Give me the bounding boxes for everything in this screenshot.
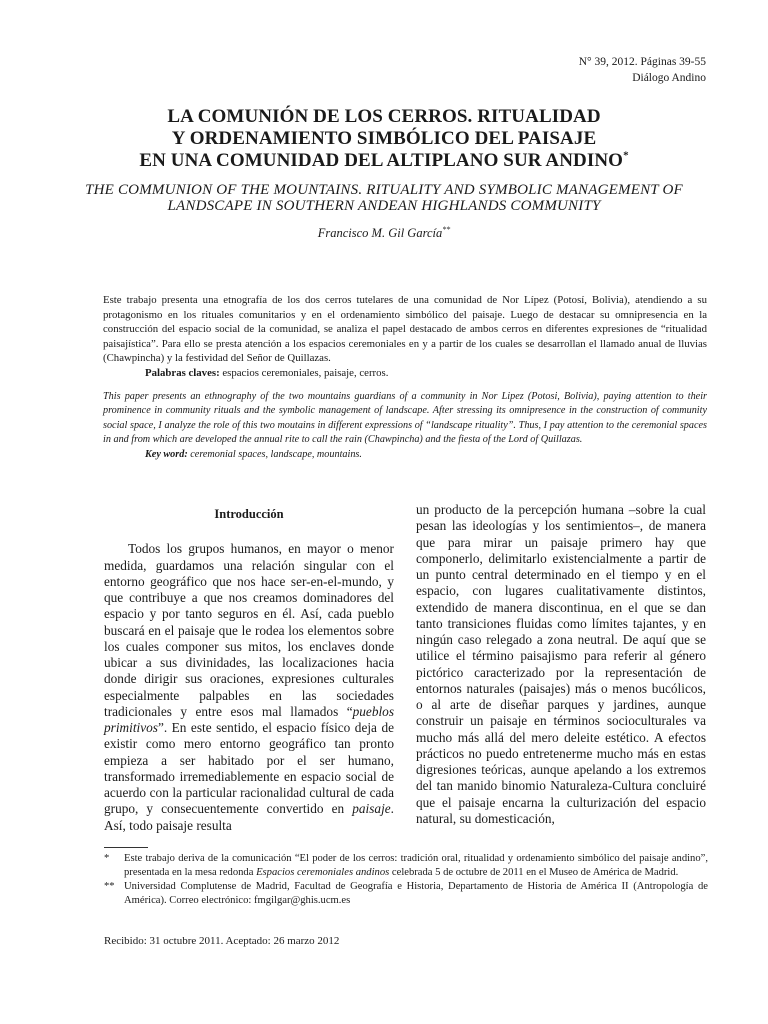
title-line-1: LA COMUNIÓN DE LOS CERROS. RITUALIDAD: [167, 106, 601, 127]
title-footnote-mark: *: [623, 149, 629, 162]
received-dates: Recibido: 31 octubre 2011. Aceptado: 26 marzo 2012: [104, 935, 340, 947]
keywords-spanish: Palabras claves: espacios ceremoniales, paisaje, cerros.: [145, 366, 389, 379]
title-block: [60, 106, 708, 241]
abstract-spanish-text: Este trabajo presenta una etnografía de los dos cerros tutelares de una comunidad de Nor Lípez (Potosí, Bolivia), atendiendo a su protagonismo en los rituales comunitarios y en el ordenamiento simbólico del paisaje. Luego de destacar su omnipresencia en la construcción del espacio social de la comunidad, se analiza el papel destacado de ambos cerros en diferentes expresiones de “ritualidad paisajística”. Para ello se presta atención a los espacios ceremoniales en y a partir de los cuales se desarrollan el llamado anual de lluvias (Chawpincha) y la festividad del Señor de Quillazas.: [103, 294, 707, 364]
author-footnote-mark: **: [442, 225, 451, 234]
footnotes: [104, 852, 708, 908]
footnote-rule: [104, 847, 148, 848]
issue-line: N° 39, 2012. Páginas 39-55: [578, 56, 706, 68]
body-paragraph: Todos los grupos humanos, en mayor o menor medida, guardamos una relación singular con el entorno geográfico que nos hace ser-en-el-mundo, y que contribuye a que nos creamos dominadores del espacio y por tanto seguros en él. Así, cada pueblo buscará en el paisaje que le rodea los elementos sobre los cuales componer sus mitos, los enclaves donde ubicar a sus divinidades, las localizaciones hacia donde dirigir sus oraciones, expresiones culturales especialmente palpables en las sociedades tradicionales y entre esos mal llamados “pueblos primitivos”. En este sentido, el espacio físico deja de existir como mero entorno geográfico tan pronto empieza a ser habitado por el ser humano, transformado irremediablemente en espacio social de acuerdo con la particular racionalidad cultural de cada grupo, y consecuentemente convertido en paisaje. Así, todo paisaje resulta: [104, 541, 394, 833]
footnote-2: ** Universidad Complutense de Madrid, Facultad de Geografía e Historia, Departamento de Historia de América II (Antropología de América). Correo electrónico: fmgilgar@ghis.ucm.es: [104, 881, 708, 906]
title-line-2: Y ORDENAMIENTO SIMBÓLICO DEL PAISAJE: [171, 128, 597, 149]
body-paragraph-continued: un producto de la percepción humana –sobre la cual pesan las ideologías y los sentimientos–, de manera que para mirar un paisaje primero hay que componerlo, delimitarlo existencialmente a partir de un punto central determinado en el tiempo y en el espacio, con lugares cualitativamente distintos, extendido de manera discontinua, en el que se dan tanto transiciones fluidas como límites tajantes, y en ningún caso relegado a zona neutral. De aquí que se utilice el término paisajismo para referir al género pictórico caracterizado por la representación de entornos naturales (paisajes) más o menos bucólicos, o al arte de diseñar parques y jardines, aunque construir un paisaje en términos socioculturales va mucho más allá del mero deleite estético. A efectos prácticos no puedo entretenerme mucho más en estas digresiones teóricas, aunque apelando a los extremos del tan manido binomio Naturaleza-Cultura concluiré que el paisaje encarna la culturización del espacio natural, su domesticación,: [416, 502, 706, 826]
body-left-column: [104, 506, 394, 834]
author: Francisco M. Gil García**: [317, 225, 451, 241]
footnote-1: * Este trabajo deriva de la comunicación “El poder de los cerros: tradición oral, ritualidad y ordenamiento simbólico del paisaje andino”, presentada en la mesa redonda Espacios ceremoniales andinos celebrada 5 de octubre de 2011 en el Museo de América de Madrid.: [104, 853, 708, 878]
abstract-english-text: This paper presents an ethnography of the two mountains guardians of a community in Nor Lipez (Potosi, Bolivia), paying attention to their prominence in community rituals and the symbolic management of landscape. After stressing its omnipresence in the construction of community social space, I analyze the role of this two moutains in different expressions of “landscape rituality”. Thus, I pay attention to the ceremonial spaces in and from which are developed the annual rite to call the rain (Chawpincha) and the fiesta of the Lord of Quillazas.: [103, 391, 707, 446]
keywords-english: Key word: ceremonial spaces, landscape, mountains.: [145, 448, 362, 460]
body-right-column: [416, 502, 706, 827]
section-heading: Introducción: [214, 507, 284, 521]
title-line-3: EN UNA COMUNIDAD DEL ALTIPLANO SUR ANDINO*: [139, 149, 629, 171]
title-english: THE COMMUNION OF THE MOUNTAINS. RITUALITY AND SYMBOLIC MANAGEMENT OF LANDSCAPE IN SOUTHERN ANDEAN HIGHLANDS COMMUNITY: [85, 182, 683, 214]
journal-name: Diálogo Andino: [632, 72, 706, 84]
journal-header: [579, 54, 706, 86]
abstract-spanish: [103, 293, 707, 380]
title-spanish: [60, 106, 708, 172]
abstract-english: [103, 390, 707, 462]
